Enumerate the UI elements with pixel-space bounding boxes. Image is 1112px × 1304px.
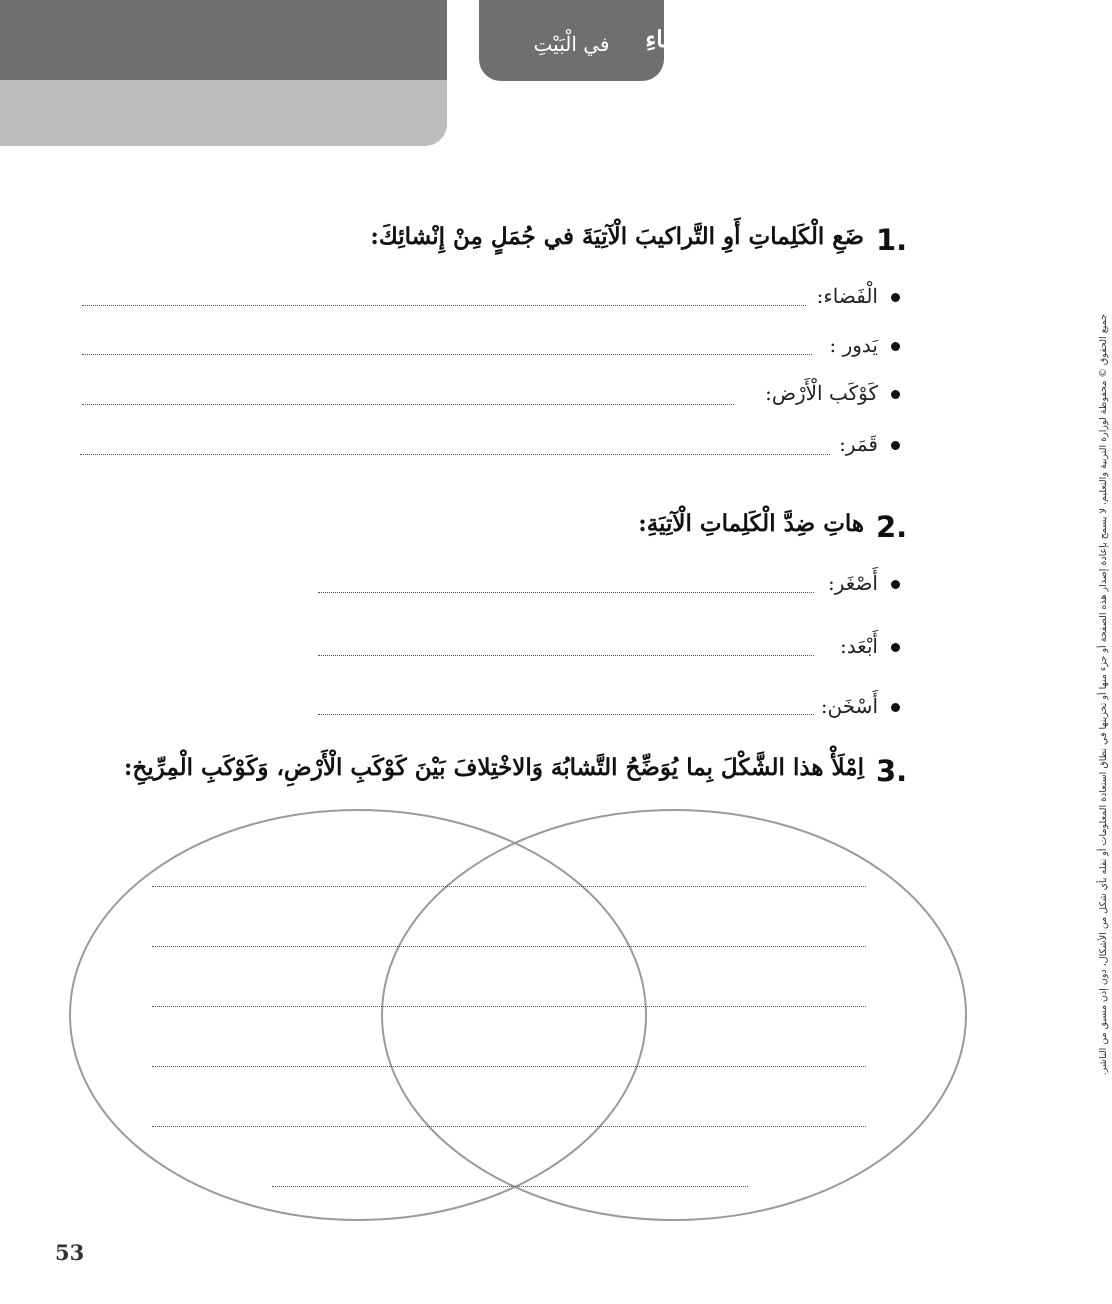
- q1-item-label: يَدور :: [829, 333, 878, 357]
- home-tab-label: في الْبَيْتِ: [533, 32, 610, 56]
- venn-answer-line[interactable]: [152, 886, 866, 887]
- q1-item-label: كَوْكَب الْأَرْض:: [765, 381, 878, 405]
- question-2-number: 2.: [876, 510, 908, 544]
- question-2-text: هاتِ ضِدَّ الْكَلِماتِ الْآتِيَةِ:: [638, 510, 864, 537]
- venn-answer-line[interactable]: [152, 946, 866, 947]
- venn-answer-line[interactable]: [152, 1126, 866, 1127]
- q2-item-label: أَبْعَد:: [839, 634, 878, 658]
- question-1-number: 1.: [876, 223, 908, 257]
- venn-answer-line[interactable]: [272, 1186, 748, 1187]
- copyright-note: جميع الحقوق © محفوظة لوزارة التربية والتعليم. لا يسمح بإعادة إصدار هذه الصفحة أو جزء منها أو تخزينها في نطاق استعادة المعلومات أو نقله بأي شكل من الأشكال، دون إذن مسبق من الناشر.: [1098, 314, 1109, 1076]
- question-1-text: ضَعِ الْكَلِماتِ أَوِ التَّراكيبَ الْآتِيَةَ في جُمَلٍ مِنْ إِنْشائِكَ:: [370, 223, 864, 250]
- question-3-text: اِمْلَأْ هذا الشَّكْلَ بِما يُوَضِّحُ التَّشابُهَ وَالاخْتِلافَ بَيْنَ كَوْكَبِ الْأَرْضِ، وَكَوْكَبِ الْمِرِّيخِ:: [123, 754, 864, 781]
- unit-title: الْوَحْدَةُ السّابِعَةُ: أُسافِرُ إِلى الفَضاءِ: [645, 26, 972, 53]
- question-3-number: 3.: [876, 754, 908, 788]
- venn-circle-right: [382, 810, 966, 1220]
- venn-answer-line[interactable]: [152, 1066, 866, 1067]
- q2-item-label: أَصْغَر:: [828, 571, 878, 595]
- text-title: النَّصُ الرَّديفُ: مَجْموعَتُنا الشَّمْسِيَّةُ الَّتي تَسْبَحُ في الْفَضاءِ: [604, 102, 996, 122]
- q2-item-label: أَسْخَن:: [820, 694, 878, 718]
- page-number: 53: [55, 1240, 85, 1265]
- venn-answer-line[interactable]: [152, 1006, 866, 1007]
- q1-item-label: الْفَضاء:: [816, 284, 878, 308]
- q1-item-label: قَمَر:: [839, 432, 878, 456]
- venn-circle-left: [70, 810, 646, 1220]
